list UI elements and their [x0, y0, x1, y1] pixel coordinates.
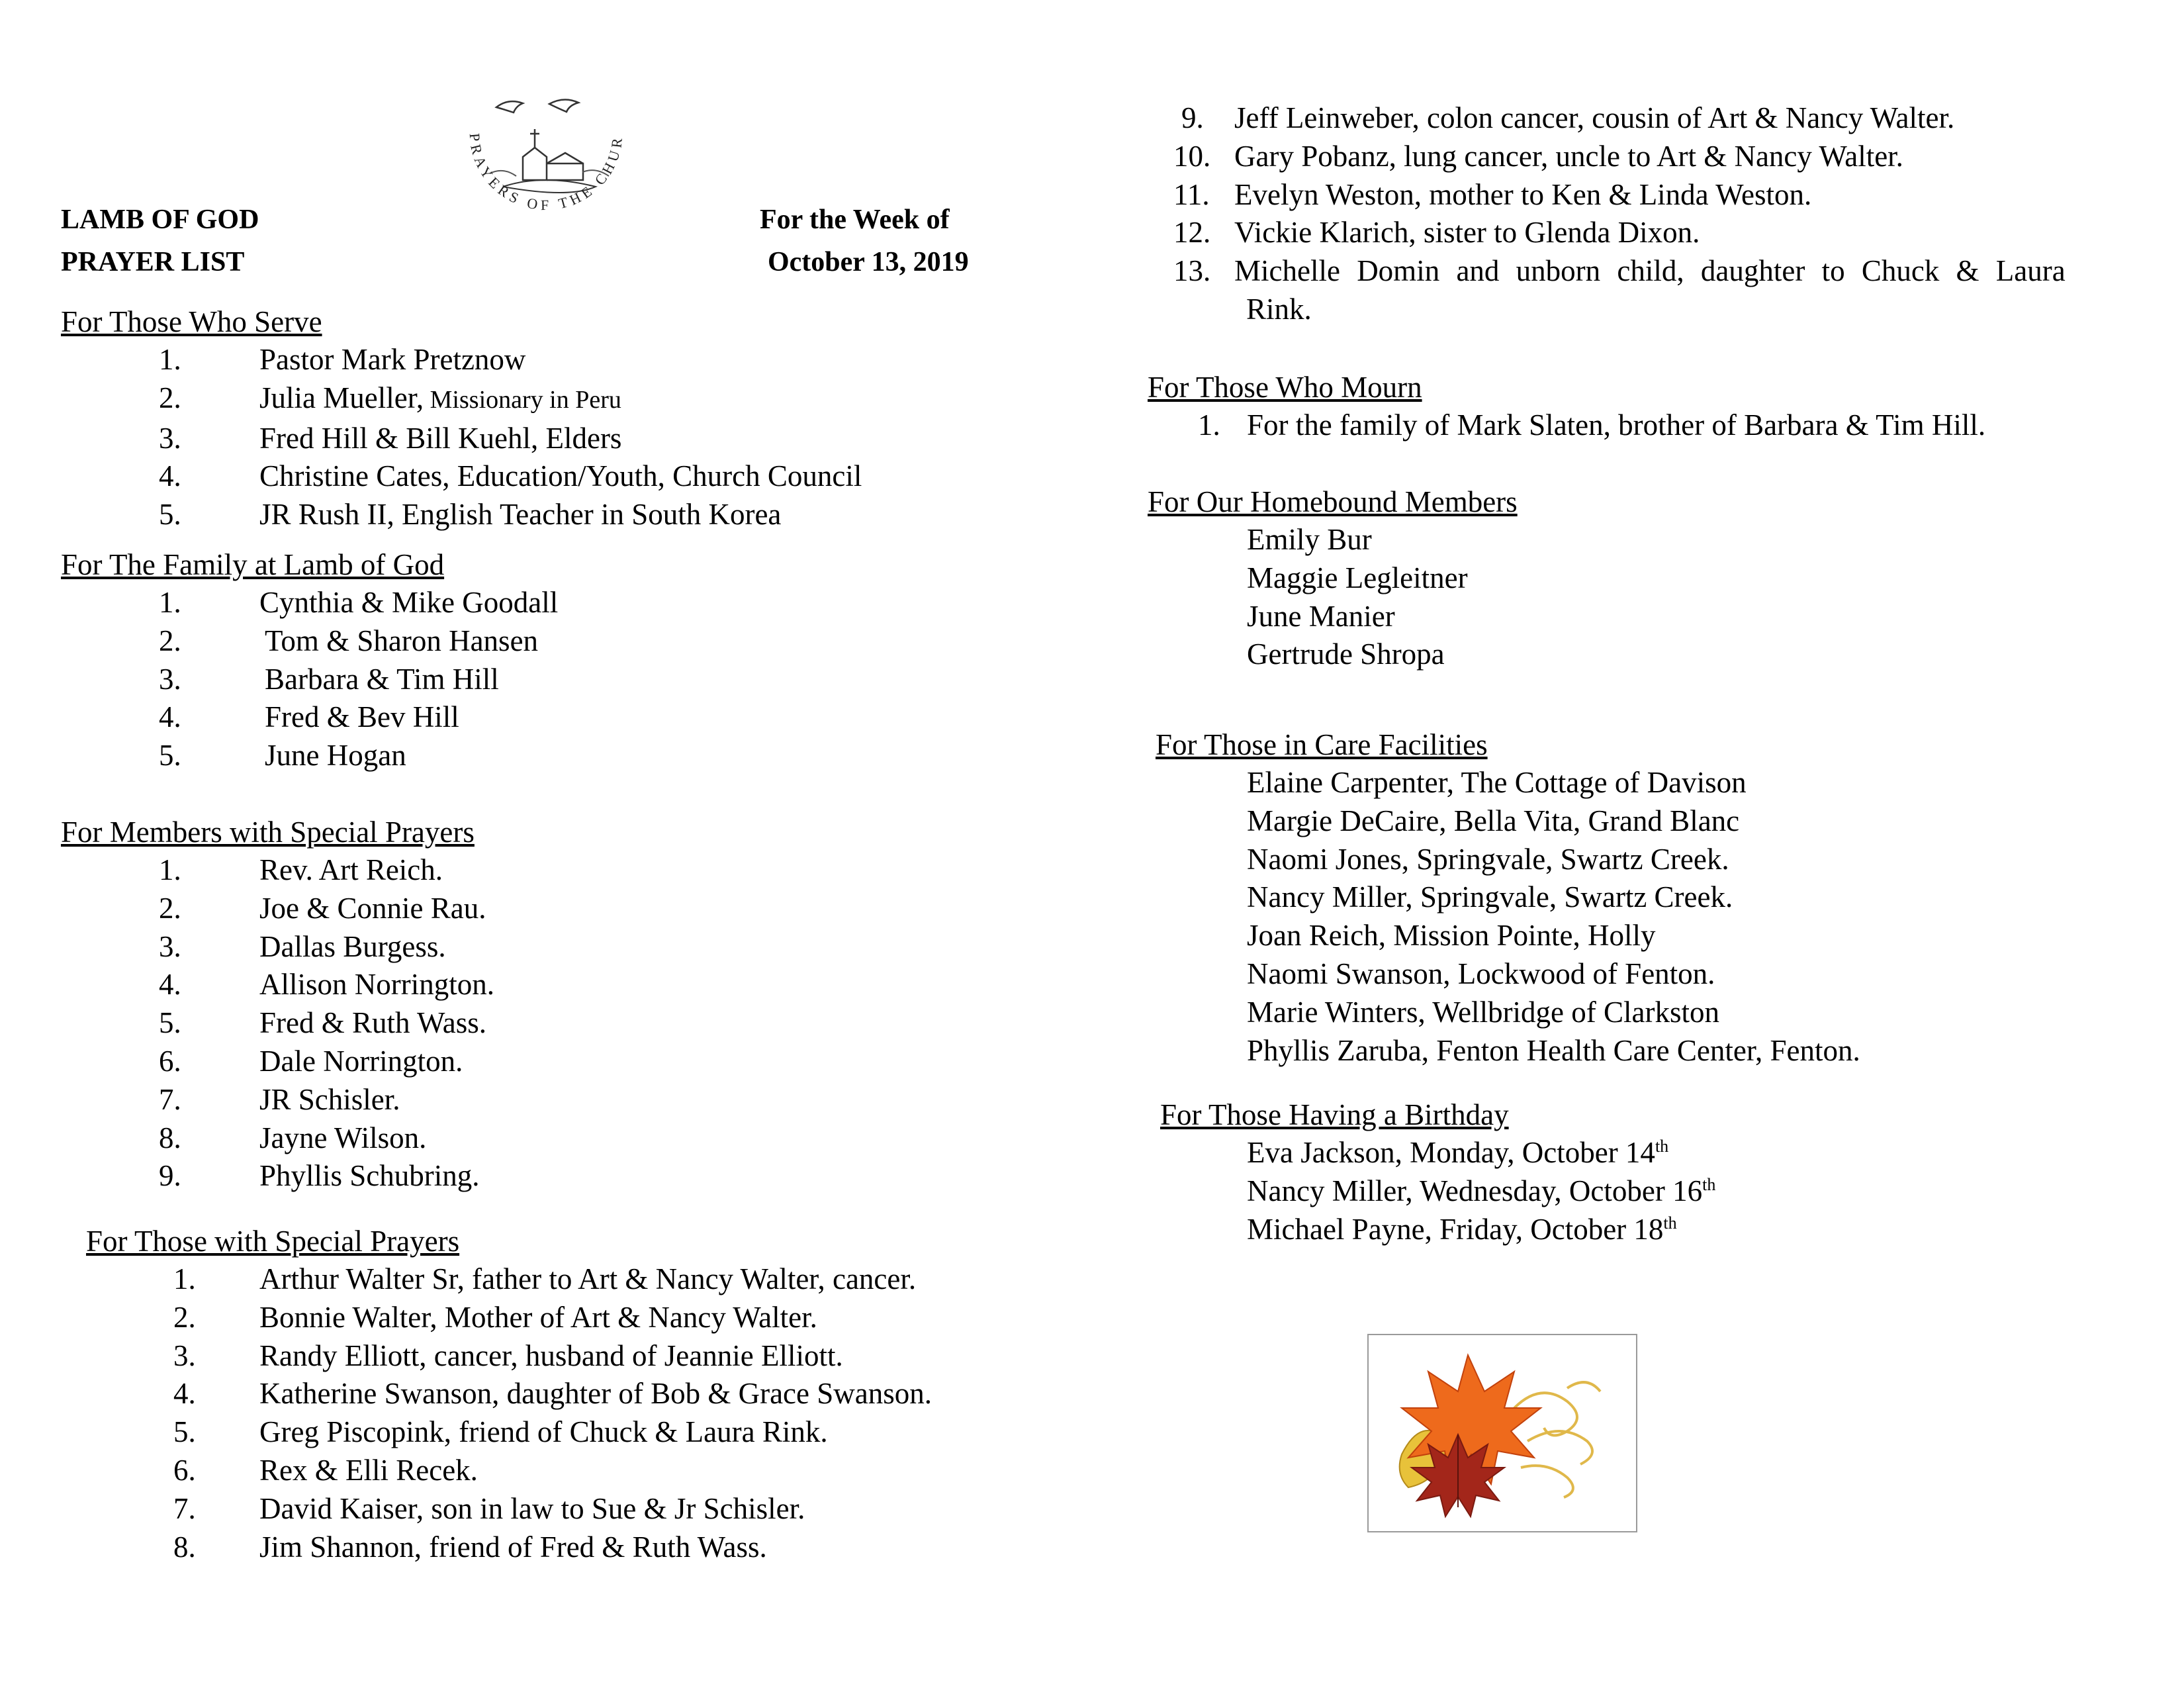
list-item: 5. Fred & Ruth Wass. — [159, 1006, 487, 1040]
logo-arc-text: PRAYERS OF THE CHUR — [466, 132, 626, 214]
list-item: 5. Greg Piscopink, friend of Chuck & Laura Rink. — [173, 1415, 828, 1449]
week-of-line1: For the Week of — [760, 205, 950, 235]
birthday-list — [1247, 1134, 1715, 1248]
list-item-continuation: Rink. — [1246, 292, 1312, 326]
list-item: Elaine Carpenter, The Cottage of Davison — [1247, 766, 1747, 799]
list-item: 6. Dale Norrington. — [159, 1044, 463, 1078]
org-title — [61, 199, 259, 283]
list-item: June Manier — [1247, 599, 1395, 633]
list-item: 1. For the family of Mark Slaten, brother of Barbara & Tim Hill. — [1198, 408, 1986, 442]
serve-list — [159, 341, 862, 534]
list-item: 3. Fred Hill & Bill Kuehl, Elders — [159, 421, 622, 455]
list-item: Eva Jackson, Monday, October 14th — [1247, 1136, 1669, 1169]
section-title-family: For The Family at Lamb of God — [61, 548, 445, 581]
list-item: Nancy Miller, Wednesday, October 16th — [1247, 1174, 1716, 1207]
members-list — [159, 851, 494, 1196]
special-list-continued — [1173, 99, 2066, 329]
autumn-leaves-icon — [1369, 1335, 1636, 1531]
list-item: Marie Winters, Wellbridge of Clarkston — [1247, 995, 1720, 1029]
list-item: 3. Barbara & Tim Hill — [159, 662, 499, 696]
list-item: 4. Fred & Bev Hill — [159, 700, 459, 734]
list-item: Michael Payne, Friday, October 18th — [1247, 1212, 1677, 1246]
list-item: 6. Rex & Elli Recek. — [173, 1453, 478, 1487]
list-item: Maggie Legleitner — [1247, 561, 1468, 594]
list-item: 7. David Kaiser, son in law to Sue & Jr Schisler. — [173, 1491, 805, 1525]
list-item: 8. Jim Shannon, friend of Fred & Ruth Wass. — [173, 1530, 767, 1564]
section-title-homebound: For Our Homebound Members — [1148, 485, 1518, 518]
homebound-list — [1247, 521, 1468, 674]
list-item: 7. JR Schisler. — [159, 1082, 400, 1116]
mourn-list — [1198, 406, 1985, 445]
section-title-serve: For Those Who Serve — [61, 305, 322, 338]
section-title-special: For Those with Special Prayers — [86, 1225, 460, 1258]
list-item: 9. Phyllis Schubring. — [159, 1159, 480, 1193]
list-item: Nancy Miller, Springvale, Swartz Creek. — [1247, 880, 1733, 914]
section-title-mourn: For Those Who Mourn — [1148, 371, 1422, 404]
section-title-birthday: For Those Having a Birthday — [1160, 1098, 1509, 1131]
list-item: 2. Joe & Connie Rau. — [159, 891, 486, 925]
list-item: 1. Rev. Art Reich. — [159, 853, 443, 886]
org-title-line1: LAMB OF GOD — [61, 205, 259, 235]
list-item: 4. Katherine Swanson, daughter of Bob & Grace Swanson. — [173, 1377, 933, 1411]
list-item: 11. Evelyn Weston, mother to Ken & Linda Weston. — [1173, 177, 1812, 211]
list-item: 3. Randy Elliott, cancer, husband of Jeannie Elliott. — [173, 1338, 843, 1372]
list-item: 5. June Hogan — [159, 739, 406, 773]
list-item: Gertrude Shropa — [1247, 637, 1445, 671]
list-item: 3. Dallas Burgess. — [159, 929, 446, 963]
list-item: Margie DeCaire, Bella Vita, Grand Blanc — [1247, 804, 1740, 837]
section-title-members: For Members with Special Prayers — [61, 816, 475, 849]
list-item: Joan Reich, Mission Pointe, Holly — [1247, 919, 1656, 953]
section-title-care: For Those in Care Facilities — [1156, 728, 1488, 761]
special-list — [173, 1260, 932, 1566]
list-item: 2. Julia Mueller, Missionary in Peru — [159, 381, 621, 414]
list-item: Phyllis Zaruba, Fenton Health Care Center, Fenton. — [1247, 1033, 1860, 1067]
org-title-line2: PRAYER LIST — [61, 247, 245, 277]
week-of — [760, 199, 969, 283]
list-item: 4. Allison Norrington. — [159, 968, 494, 1002]
list-item: 2. Tom & Sharon Hansen — [159, 624, 539, 657]
family-list — [159, 584, 558, 775]
list-item: Naomi Jones, Springvale, Swartz Creek. — [1247, 842, 1729, 876]
week-of-date: October 13, 2019 — [768, 247, 969, 277]
list-item: 8. Jayne Wilson. — [159, 1121, 427, 1154]
church-logo-icon — [450, 94, 642, 233]
list-item: 1. Pastor Mark Pretznow — [159, 343, 526, 376]
list-item: 12. Vickie Klarich, sister to Glenda Dixon. — [1173, 216, 1700, 250]
list-item: 9. Jeff Leinweber, colon cancer, cousin of Art & Nancy Walter. — [1181, 101, 1955, 134]
list-item: 1. Arthur Walter Sr, father to Art & Nancy Walter, cancer. — [173, 1262, 917, 1295]
svg-text:PRAYERS OF THE CHURCH — [450, 94, 625, 213]
list-item: 2. Bonnie Walter, Mother of Art & Nancy Walter. — [173, 1300, 817, 1334]
list-item: 1. Cynthia & Mike Goodall — [159, 586, 559, 619]
list-item: Naomi Swanson, Lockwood of Fenton. — [1247, 957, 1715, 990]
prayers-of-the-church-logo — [450, 94, 642, 233]
list-item: 10. Gary Pobanz, lung cancer, uncle to Art & Nancy Walter. — [1173, 139, 1903, 173]
list-item: 13. Michelle Domin and unborn child, daughter to Chuck & Laura — [1173, 254, 2066, 288]
care-list — [1247, 764, 1860, 1070]
list-item: 5. JR Rush II, English Teacher in South Korea — [159, 498, 782, 532]
autumn-leaves-image — [1367, 1334, 1637, 1532]
list-item: 4. Christine Cates, Education/Youth, Church Council — [159, 459, 862, 493]
list-item: Emily Bur — [1247, 523, 1372, 556]
